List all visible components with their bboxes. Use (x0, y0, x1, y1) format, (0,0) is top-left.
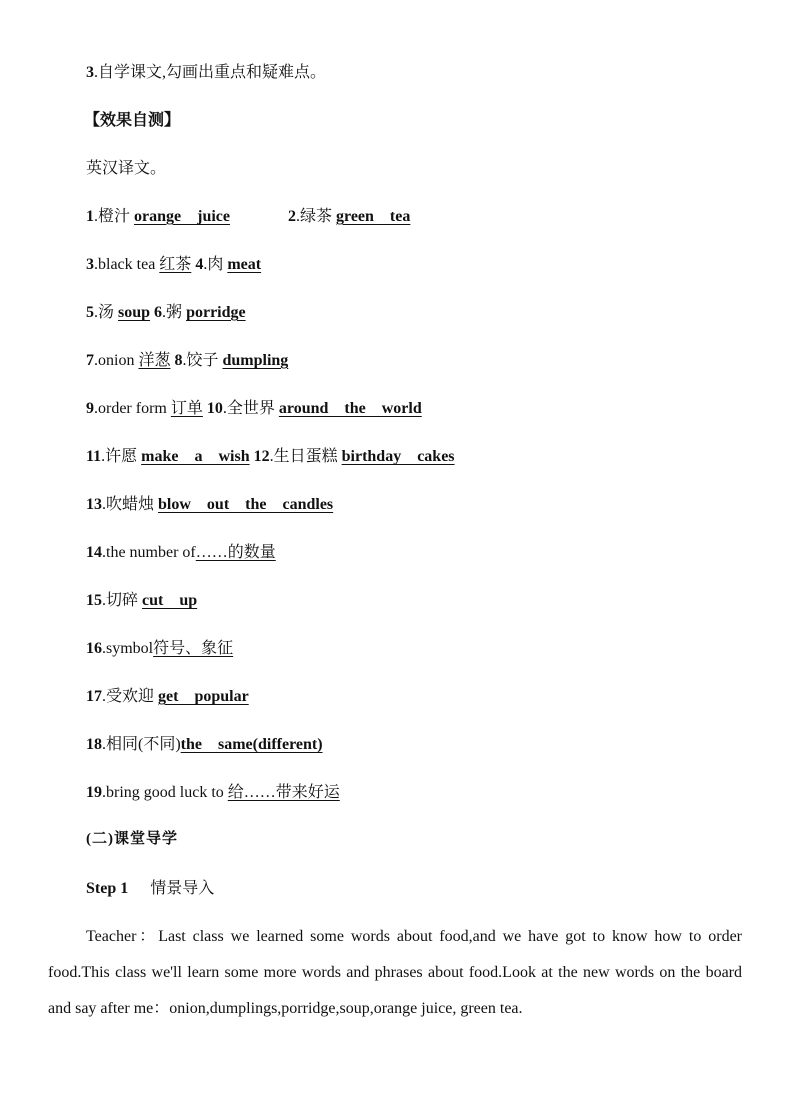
item-question: .onion (94, 352, 135, 369)
item-question: .the number of (102, 544, 196, 561)
item-question: .许愿 (101, 448, 138, 465)
exercise-row (86, 686, 249, 708)
item-number: 17 (86, 688, 102, 705)
intro-line (86, 62, 326, 84)
item-answer: meat (227, 256, 262, 273)
item-question: .black tea (94, 256, 156, 273)
exercise-row (86, 254, 261, 276)
item-number: 5 (86, 304, 94, 321)
item-question: .绿茶 (296, 208, 333, 225)
item-question: .受欢迎 (102, 688, 155, 705)
item-answer: 洋葱 (138, 352, 171, 369)
exercise-row (86, 590, 197, 612)
item-question: .粥 (162, 304, 183, 321)
item-answer: ……的数量 (195, 544, 276, 561)
instruction: 英汉译文。 (86, 160, 167, 177)
item-number: 11 (86, 448, 102, 465)
item-question: .生日蛋糕 (269, 448, 338, 465)
item-question: .肉 (203, 256, 224, 273)
item-answer: 红茶 (159, 256, 192, 273)
item-number: 2 (288, 208, 296, 225)
subsection-title: (二)课堂导学 (86, 831, 178, 847)
item-number: 19 (86, 784, 102, 801)
item-number: 6 (154, 304, 163, 321)
item-answer: get popular (158, 688, 249, 705)
item-number: 1 (86, 208, 94, 225)
exercise-row (86, 302, 246, 324)
item-question: .吹蜡烛 (102, 496, 155, 513)
item-number: 15 (86, 592, 102, 609)
item-number: 18 (86, 736, 102, 753)
item-answer: the same(different) (180, 736, 323, 753)
item-answer: dumpling (222, 352, 289, 369)
item-question: .相同(不同) (102, 736, 181, 753)
exercise-row (86, 782, 340, 804)
item-question: .橙汁 (94, 208, 131, 225)
item-answer: 订单 (170, 400, 203, 417)
exercise-row (86, 206, 410, 228)
step-heading (86, 878, 214, 900)
exercise-row (86, 350, 288, 372)
item-number: 13 (86, 496, 102, 513)
exercise-row (86, 494, 333, 516)
item-number: 3 (86, 256, 94, 273)
item-question: .order form (94, 400, 167, 417)
intro-text: .自学课文,勾画出重点和疑难点。 (94, 64, 327, 81)
item-answer: 给……带来好运 (227, 784, 340, 801)
item-question: .切碎 (102, 592, 139, 609)
item-number: 8 (174, 352, 183, 369)
item-answer: birthday cakes (341, 448, 455, 465)
section-title: 【效果自测】 (84, 112, 181, 129)
item-number: 10 (206, 400, 223, 417)
item-number: 4 (195, 256, 204, 273)
item-number: 14 (86, 544, 102, 561)
item-answer: make a wish (141, 448, 250, 465)
item-number: 9 (86, 400, 94, 417)
exercise-row (86, 638, 233, 660)
step-title: 情景导入 (150, 880, 215, 897)
item-answer: green tea (336, 208, 411, 225)
item-question: .汤 (94, 304, 115, 321)
exercise-row (86, 446, 455, 468)
paragraph-text: Teacher：Last class we learned some words about food,and we have got to know how to order food.This class we'll learn some more words and phrases about food.Look at the new words on the board and say after me：onion,dumplings,porridge,soup,orange juice, green tea. (48, 928, 742, 1017)
item-answer: soup (118, 304, 151, 321)
exercise-row (86, 734, 323, 756)
item-answer: around the world (278, 400, 422, 417)
item-answer: cut up (142, 592, 198, 609)
item-answer: blow out the candles (158, 496, 334, 513)
item-number: 3 (86, 64, 94, 81)
item-question: .饺子 (182, 352, 219, 369)
item-question: .bring good luck to (102, 784, 224, 801)
item-number: 12 (253, 448, 270, 465)
item-answer: porridge (186, 304, 246, 321)
exercise-row (86, 542, 276, 564)
item-question: .全世界 (222, 400, 275, 417)
item-answer: 符号、象征 (153, 640, 234, 657)
item-number: 7 (86, 352, 94, 369)
exercise-row (86, 398, 422, 420)
item-question: .symbol (102, 640, 154, 657)
item-number: 16 (86, 640, 102, 657)
step-label: Step 1 (86, 880, 129, 897)
item-answer: orange juice (134, 208, 230, 225)
lesson-paragraph (48, 919, 742, 1027)
